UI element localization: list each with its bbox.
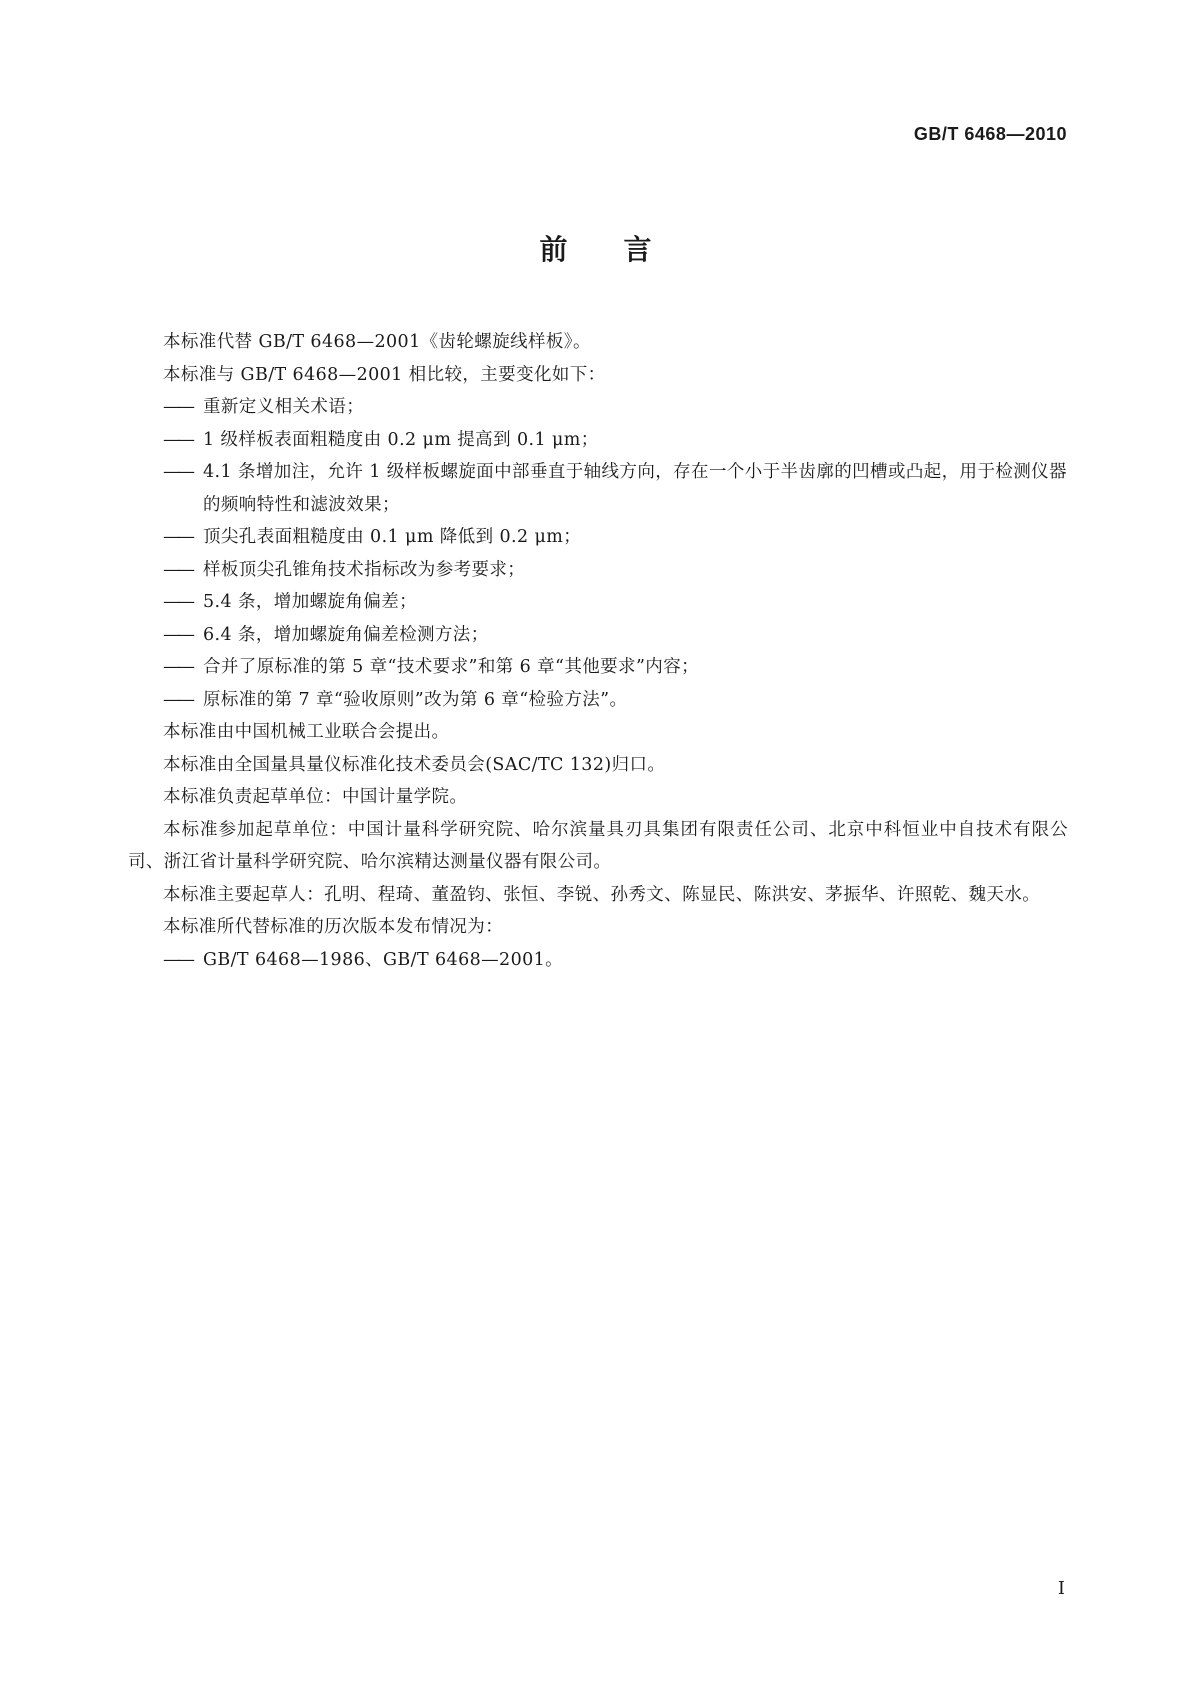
change-item-text: 合并了原标准的第 5 章“技术要求”和第 6 章“其他要求”内容； [203, 657, 700, 677]
page-number: I [1057, 1578, 1065, 1599]
dash-glyph: —— [163, 462, 192, 482]
change-item [128, 651, 1068, 684]
dash-glyph: —— [163, 429, 192, 450]
change-item-text: 重新定义相关术语； [203, 397, 365, 417]
paragraph-proposed-by: 本标准由中国机械工业联合会提出。 [163, 722, 450, 742]
dash-glyph: —— [163, 949, 192, 970]
dash-glyph: —— [163, 592, 192, 612]
paragraph-changes-intro: 本标准与 GB/T 6468—2001 相比较，主要变化如下： [163, 364, 606, 385]
history-item [128, 944, 1068, 977]
paragraph-drafting-unit: 本标准负责起草单位：中国计量学院。 [163, 787, 468, 807]
change-item [128, 619, 1068, 652]
dash-glyph: —— [163, 657, 192, 677]
paragraph-replaces: 本标准代替 GB/T 6468—2001《齿轮螺旋线样板》。 [163, 332, 591, 352]
change-item-text: 原标准的第 7 章“验收原则”改为第 6 章“检验方法”。 [203, 689, 628, 710]
change-item [128, 554, 1068, 587]
change-item [128, 391, 1068, 424]
dash-glyph: —— [163, 559, 192, 580]
change-item [128, 521, 1068, 554]
paragraph-history-intro: 本标准所代替标准的历次版本发布情况为： [163, 917, 504, 937]
change-item-text: 顶尖孔表面粗糙度由 0.1 μm 降低到 0.2 μm； [203, 527, 582, 547]
paragraph-centralized-by: 本标准由全国量具量仪标准化技术委员会(SAC/TC 132)归口。 [163, 754, 666, 775]
change-item [128, 424, 1068, 457]
history-item-text: GB/T 6468—1986、GB/T 6468—2001。 [203, 949, 564, 970]
change-item-text: 5.4 条，增加螺旋角偏差； [203, 592, 417, 612]
change-item-text: 1 级样板表面粗糙度由 0.2 μm 提高到 0.1 μm； [203, 429, 599, 450]
dash-glyph: —— [163, 397, 192, 417]
standard-number: GB/T 6468—2010 [913, 124, 1067, 144]
change-item [128, 684, 1068, 717]
change-item [128, 586, 1068, 619]
dash-glyph: —— [163, 624, 192, 645]
dash-glyph: —— [163, 689, 192, 710]
document-body [128, 326, 1068, 976]
page-title: 前言 [539, 233, 708, 266]
change-item-text: 6.4 条，增加螺旋角偏差检测方法； [203, 624, 489, 645]
paragraph-drafters: 本标准主要起草人：孔明、程琦、董盈钧、张恒、李锐、孙秀文、陈显民、陈洪安、茅振华、许照乾、魏天水。 [163, 884, 1041, 905]
change-item-text: 4.1 条增加注，允许 1 级样板螺旋面中部垂直于轴线方向，存在一个小于半齿廓的凹槽或凸起，用于检测仪器的频响特性和滤波效果； [203, 462, 1067, 515]
change-item-text: 样板顶尖孔锥角技术指标改为参考要求； [203, 559, 526, 580]
change-item [128, 456, 1068, 521]
paragraph-participating-units: 本标准参加起草单位：中国计量科学研究院、哈尔滨量具刃具集团有限责任公司、北京中科恒业中自技术有限公司、浙江省计量科学研究院、哈尔滨精达测量仪器有限公司。 [128, 819, 1068, 872]
dash-glyph: —— [163, 527, 192, 547]
